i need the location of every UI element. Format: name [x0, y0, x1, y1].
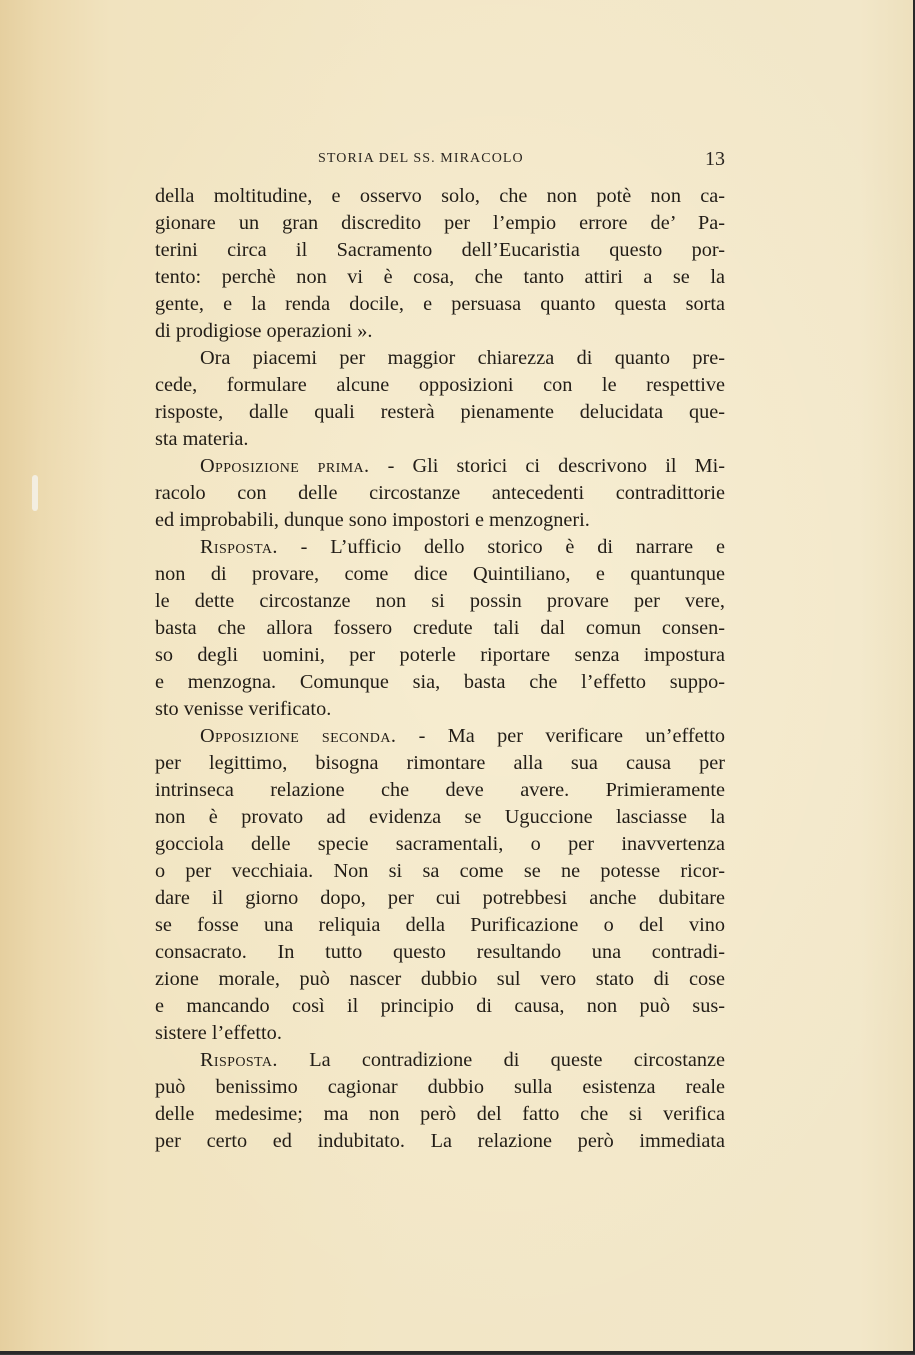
text-line: risposte, dalle quali resterà pienamente delucidata que- — [155, 401, 725, 423]
text-line: gente, e la renda docile, e persuasa quanto questa sorta — [155, 293, 725, 315]
page-number: 13 — [705, 148, 725, 170]
text-line: dare il giorno dopo, per cui potrebbesi anche dubitare — [155, 887, 725, 909]
text-line: sto venisse verificato. — [155, 698, 332, 720]
answer-one-line: Risposta. - L’ufficio dello storico è di narrare e — [200, 536, 725, 558]
text-line: o per vecchiaia. Non si sa come se ne potesse ricor- — [155, 860, 725, 882]
text-line: le dette circostanze non si possin provare per vere, — [155, 590, 725, 612]
answer-two-line: Risposta. La contradizione di queste circostanze — [200, 1049, 725, 1071]
text-line: e menzogna. Comunque sia, basta che l’effetto suppo- — [155, 671, 725, 693]
text-line: gocciola delle specie sacramentali, o per inavvertenza — [155, 833, 725, 855]
text-line: per legittimo, bisogna rimontare alla sua causa per — [155, 752, 725, 774]
text-line: basta che allora fossero credute tali dal comun consen- — [155, 617, 725, 639]
text-line: sistere l’effetto. — [155, 1022, 282, 1044]
paragraph-start-line: Ora piacemi per maggior chiarezza di quanto pre- — [200, 347, 725, 369]
text-line: so degli uomini, per poterle riportare senza impostura — [155, 644, 725, 666]
answer-label: Risposta. — [200, 536, 278, 558]
text-line: di prodigiose operazioni ». — [155, 320, 373, 342]
objection-label: Opposizione prima. — [200, 455, 370, 477]
text-line: sta materia. — [155, 428, 249, 450]
text-line: tento: perchè non vi è cosa, che tanto attiri a se la — [155, 266, 725, 288]
text-line: delle medesime; ma non però del fatto che si verifica — [155, 1103, 725, 1125]
text-line: se fosse una reliquia della Purificazione o del vino — [155, 914, 725, 936]
text-line: della moltitudine, e osservo solo, che non potè non ca- — [155, 185, 725, 207]
body-text — [155, 183, 725, 1155]
text-line: terini circa il Sacramento dell’Eucaristia questo por- — [155, 239, 725, 261]
text-line: ed improbabili, dunque sono impostori e menzogneri. — [155, 509, 590, 531]
objection-two-line: Opposizione seconda. - Ma per verificare un’effetto — [200, 725, 725, 747]
text-line: può benissimo cagionar dubbio sulla esistenza reale — [155, 1076, 725, 1098]
text-line: cede, formulare alcune opposizioni con le respettive — [155, 374, 725, 396]
objection-one-line: Opposizione prima. - Gli storici ci descrivono il Mi- — [200, 455, 725, 477]
text-line: intrinseca relazione che deve avere. Primieramente — [155, 779, 725, 801]
objection-label: Opposizione seconda. — [200, 725, 397, 747]
text-line: racolo con delle circostanze antecedenti contradittorie — [155, 482, 725, 504]
page-header — [155, 148, 725, 172]
text-line: per certo ed indubitato. La relazione però immediata — [155, 1130, 725, 1152]
text-line: consacrato. In tutto questo resultando una contradi- — [155, 941, 725, 963]
text-line: non è provato ad evidenza se Uguccione lasciasse la — [155, 806, 725, 828]
paper-tear-mark — [32, 475, 38, 511]
running-title: STORIA DEL SS. MIRACOLO — [318, 151, 524, 166]
answer-label: Risposta. — [200, 1049, 278, 1071]
text-line: e mancando così il principio di causa, non può sus- — [155, 995, 725, 1017]
text-line: gionare un gran discredito per l’empio errore de’ Pa- — [155, 212, 725, 234]
text-line: non di provare, come dice Quintiliano, e quantunque — [155, 563, 725, 585]
text-line: zione morale, può nascer dubbio sul vero stato di cose — [155, 968, 725, 990]
